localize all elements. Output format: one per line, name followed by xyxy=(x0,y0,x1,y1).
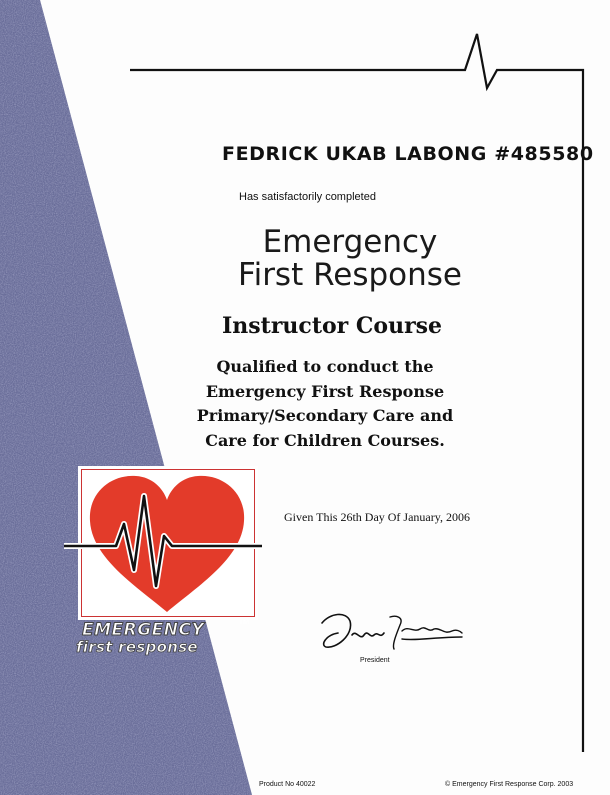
qualification-line: Qualified to conduct the xyxy=(216,357,434,376)
efr-logo xyxy=(64,466,262,662)
course-name: Instructor Course xyxy=(222,313,443,339)
qualification-line: Care for Children Courses. xyxy=(205,430,445,450)
completion-text: Has satisfactorily completed xyxy=(239,191,376,203)
qualification-line: Emergency First Response xyxy=(205,381,445,401)
program-title xyxy=(205,226,495,292)
product-number: Product No 40022 xyxy=(259,781,316,788)
qualification-statement xyxy=(190,355,460,453)
program-title-line2: First Response xyxy=(238,257,462,293)
president-signature xyxy=(316,605,466,657)
logo-text-emergency: EMERGENCY xyxy=(82,620,205,640)
logo-trademark: TM xyxy=(239,619,250,626)
recipient-name: FEDRICK UKAB LABONG #485580 xyxy=(222,143,594,165)
issue-date: Given This 26th Day Of January, 2006 xyxy=(284,510,470,524)
program-title-line1: Emergency xyxy=(262,224,438,260)
signer-title: President xyxy=(360,657,390,664)
logo-text-first-response: first response xyxy=(76,638,198,656)
copyright-notice: © Emergency First Response Corp. 2003 xyxy=(445,781,574,788)
heart-ekg-icon xyxy=(64,466,262,626)
qualification-line: Primary/Secondary Care and xyxy=(196,406,454,425)
